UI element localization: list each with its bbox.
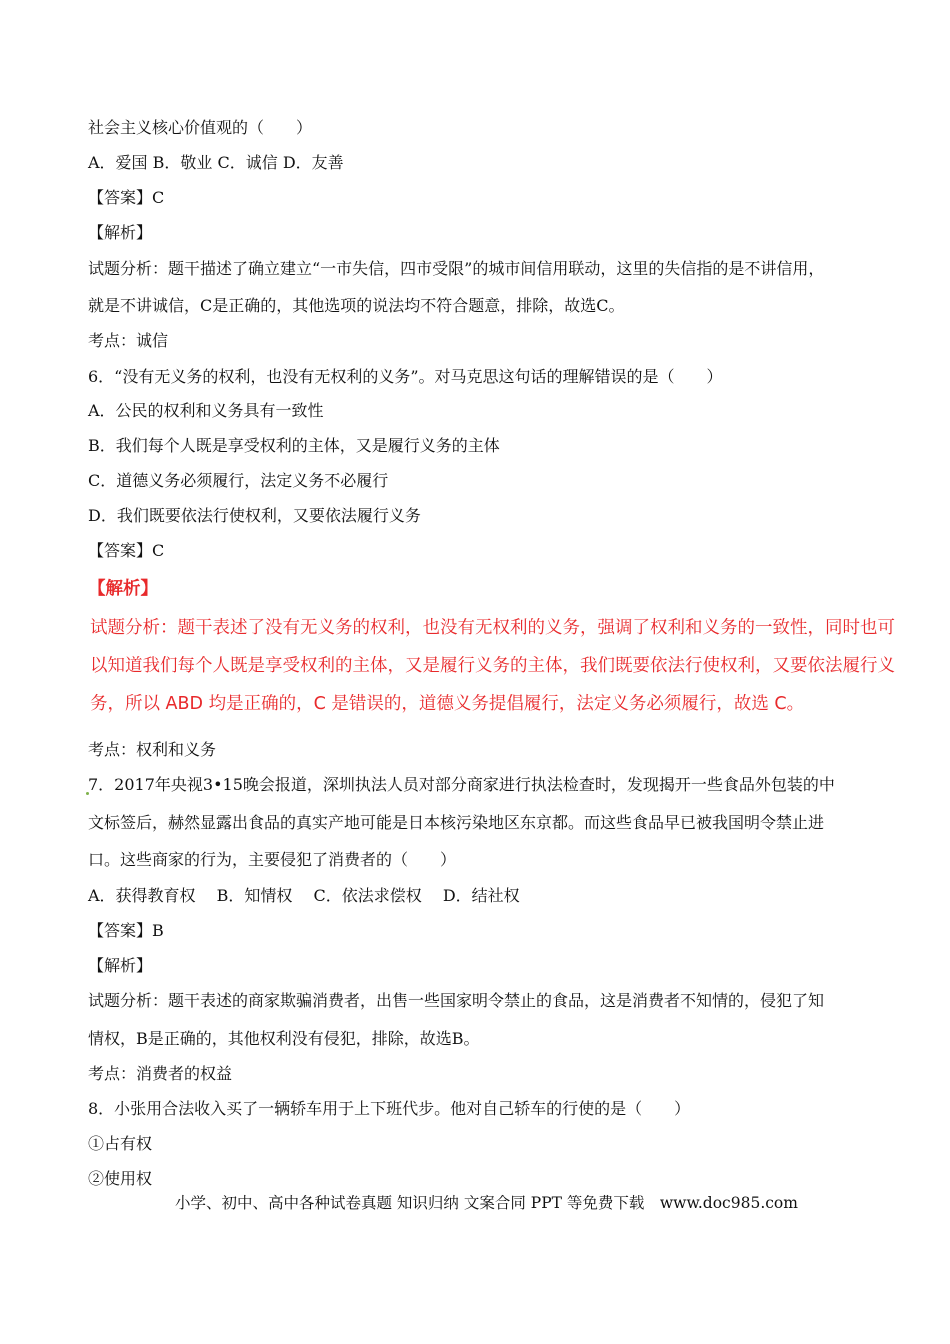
text-line: A．爱国 B．敬业 C．诚信 D．友善 (88, 153, 344, 172)
question-text: 口。这些商家的行为，主要侵犯了消费者的（ ） (88, 850, 457, 869)
text-line: 试题分析：题干描述了确立建立“一市失信，四市受限”的城市间信用联动，这里的失信指的是不讲信用， (88, 259, 825, 278)
option-line: D．我们既要依法行使权利，又要依法履行义务 (88, 506, 421, 525)
question-text: 7．2017年央视3•15晚会报道，深圳执法人员对部分商家进行执法检查时，发现揭开一些食品外包装的中 (88, 775, 835, 794)
answer-label: 【答案】C (88, 188, 165, 207)
analysis-red-line: 试题分析：题干表述了没有无义务的权利，也没有无权利的义务，强调了权利和义务的一致性，同时也可 (90, 618, 895, 638)
text-line: 试题分析：题干表述的商家欺骗消费者，出售一些国家明令禁止的食品，这是消费者不知情的，侵犯了知 (88, 991, 825, 1010)
option-line: ②使用权 (88, 1169, 153, 1188)
text-line: 就是不讲诚信，C是正确的，其他选项的说法均不符合题意，排除，故选C。 (88, 296, 625, 315)
page-footer: 小学、初中、高中各种试卷真题 知识归纳 文案合同 PPT 等免费下载 www.doc985.com (175, 1194, 798, 1212)
text-line: 社会主义核心价值观的（ ） (88, 118, 313, 137)
analysis-red-line: 以知道我们每个人既是享受权利的主体，又是履行义务的主体，我们既要依法行使权利，又要依法履行义 (90, 656, 895, 676)
option-line: C．道德义务必须履行，法定义务不必履行 (88, 471, 389, 490)
question-text: 8．小张用合法收入买了一辆轿车用于上下班代步。他对自己轿车的行使的是（ ） (88, 1099, 691, 1118)
analysis-label-red: 【解析】 (88, 579, 158, 599)
option-line: ①占有权 (88, 1134, 153, 1153)
topic-label: 考点：诚信 (88, 331, 169, 350)
question-text: 6．“没有无义务的权利，也没有无权利的义务”。对马克思这句话的理解错误的是（ ） (88, 367, 723, 386)
text-line: 情权，B是正确的，其他权利没有侵犯，排除，故选B。 (88, 1029, 480, 1048)
option-line: A．获得教育权 B．知情权 C．依法求偿权 D．结社权 (88, 886, 520, 905)
analysis-red-line: 务，所以 ABD 均是正确的，C 是错误的，道德义务提倡履行，法定义务必须履行，故选 C。 (90, 694, 805, 714)
analysis-label: 【解析】 (88, 956, 153, 975)
question-text: 文标签后，赫然显露出食品的真实产地可能是日本核污染地区东京都。而这些食品早已被我国明令禁止进 (88, 813, 825, 832)
option-line: A．公民的权利和义务具有一致性 (88, 401, 324, 420)
topic-label: 考点：权利和义务 (88, 740, 217, 759)
answer-label: 【答案】C (88, 541, 165, 560)
analysis-label: 【解析】 (88, 223, 153, 242)
answer-label: 【答案】B (88, 921, 164, 940)
option-line: B．我们每个人既是享受权利的主体，又是履行义务的主体 (88, 436, 500, 455)
topic-label: 考点：消费者的权益 (88, 1064, 233, 1083)
